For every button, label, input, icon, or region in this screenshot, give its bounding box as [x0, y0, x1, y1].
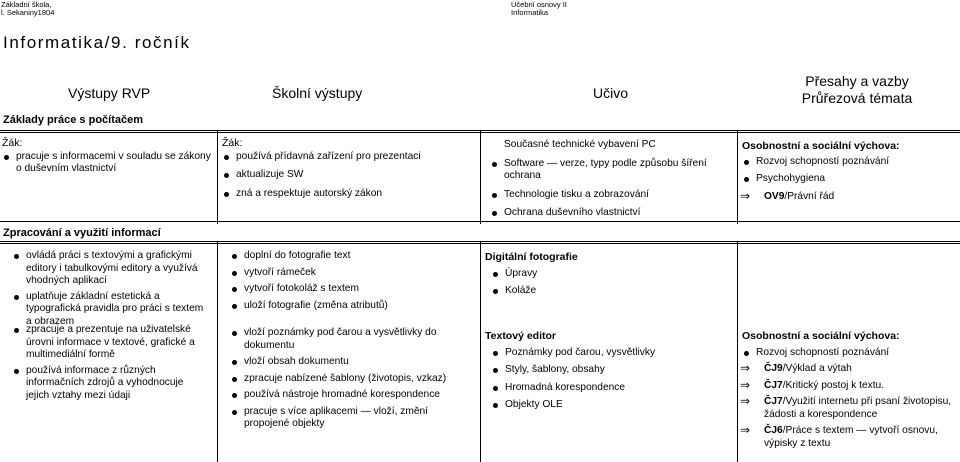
list-item: Rozvoj schopností poznávání — [742, 347, 957, 360]
subject-topic: /Výklad a výtah — [782, 363, 852, 374]
column-divider — [480, 130, 481, 224]
list-item: používá přídavná zařízení pro prezentaci — [222, 151, 477, 164]
list-item: Technologie tisku a zobrazování — [490, 189, 710, 202]
subject-code: OV9 — [764, 190, 785, 202]
col-header-rvp: Výstupy RVP — [68, 85, 151, 101]
list-item: zpracuje nabízené šablony (životopis, vzkaz) — [230, 373, 475, 386]
list-item: pracuje s více aplikacemi — vloží, změní propojené objekty — [230, 406, 475, 431]
subject-code: ČJ7 — [764, 396, 783, 407]
list-item-crossref — [742, 396, 957, 421]
list-item: Koláže — [491, 285, 730, 298]
list-item: Ochrana duševního vlastnictví — [490, 207, 710, 220]
list-item: uplatňuje základní estetická a typografická pravidla pro práci s textem a obrazem — [12, 291, 208, 329]
subject-code: ČJ7 — [764, 379, 783, 391]
subject-code: ČJ9 — [764, 363, 783, 374]
row3-curriculum — [485, 330, 730, 412]
header-right — [511, 1, 567, 17]
col-header-curriculum: Učivo — [593, 85, 629, 101]
row3-school-outputs — [230, 327, 475, 431]
list-item: používá nástroje hromadné korespondence — [230, 389, 475, 402]
list-item: používá informace z různých informačních zdrojů a vyhodnocuje jejich vztahy mezi údaji — [12, 365, 208, 403]
list-item: Rozvoj schopností poznávání — [742, 156, 957, 169]
subject-topic: /Kritický postoj k textu. — [782, 379, 885, 391]
list-item: zná a respektuje autorský zákon — [222, 188, 477, 201]
column-divider — [217, 130, 218, 224]
column-divider — [480, 241, 481, 462]
list-item: zpracuje a prezentuje na uživatelské úrovni informace v textové, grafické a multimediální formě — [12, 324, 208, 362]
row3-crossref — [742, 330, 957, 450]
column-divider — [737, 241, 738, 462]
header-left — [1, 1, 54, 17]
list-item: Poznámky pod čarou, vysvětlivky — [491, 347, 730, 360]
list-item: vloží obsah dokumentu — [230, 356, 475, 369]
list-item: doplní do fotografie text — [230, 250, 475, 263]
row2-curriculum — [485, 251, 730, 298]
header-doc: Učební osnovy II — [511, 0, 567, 9]
list-item: ovládá práci s textovými a grafickými editory i tabulkovými editory a využívá vhodných aplikací — [12, 250, 208, 288]
list-item: Hromadná korespondence — [491, 382, 730, 395]
list-item: uloží fotografie (změna atributů) — [230, 300, 475, 313]
row1-sv-label: Žák: — [222, 137, 243, 149]
list-item: vytvoří rámeček — [230, 267, 475, 280]
row1-rvp-label: Žák: — [2, 137, 23, 149]
subject-topic: /Využití internetu při psaní životopisu, žádosti a korespondence — [764, 396, 952, 420]
header-address: l. Sekaniny1804 — [1, 8, 55, 17]
divider — [0, 221, 960, 222]
column-divider — [737, 130, 738, 224]
col-header-crossref-line2: Průřezová témata — [801, 90, 913, 106]
list-item: aktualizuje SW — [222, 169, 477, 182]
list-item: pracuje s informacemi v souladu se zákony o duševním vlastnictví — [2, 151, 214, 176]
row1-crossref — [742, 140, 957, 203]
row3-uc-label: Textový editor — [485, 330, 556, 342]
row1-pt-label: Osobnostní a sociální výchova: — [742, 140, 900, 152]
col-header-crossref-line1: Přesahy a vazby — [805, 73, 909, 89]
row1-curriculum — [490, 139, 710, 220]
section-title-processing: Zpracování a využití informací — [3, 227, 161, 239]
list-item: vloží poznámky pod čarou a vysvětlivky do dokumentu — [230, 327, 475, 352]
list-item: vytvoří fotokoláž s textem — [230, 283, 475, 296]
col-header-school-outputs: Školní výstupy — [272, 85, 363, 101]
subject-code: ČJ6 — [764, 425, 783, 436]
list-item-crossref — [742, 425, 957, 450]
list-item-crossref — [742, 191, 957, 204]
row1-rvp — [2, 137, 214, 176]
page-title: Informatika/9. ročník — [3, 33, 191, 52]
section-title-basics: Základy práce s počítačem — [3, 114, 144, 126]
list-item: Styly, šablony, obsahy — [491, 364, 730, 377]
row1-school-outputs — [222, 137, 477, 200]
header-subject: Informatika — [511, 8, 549, 17]
list-item: Psychohygiena — [742, 173, 957, 186]
list-item-crossref — [742, 380, 957, 393]
row2-uc-label: Digitální fotografie — [485, 251, 578, 263]
row2-rvp — [12, 250, 208, 328]
list-item: Software — verze, typy podle způsobu šíření ochrana — [490, 158, 710, 183]
list-item-crossref — [742, 363, 957, 376]
list-item: Úpravy — [491, 268, 730, 281]
column-divider — [217, 241, 218, 462]
header-school: Základní škola, — [1, 0, 52, 9]
row3-pt-label: Osobnostní a sociální výchova: — [742, 330, 900, 342]
row3-rvp — [12, 324, 208, 402]
list-item: Objekty OLE — [491, 399, 730, 412]
row2-school-outputs — [230, 250, 475, 312]
subject-topic: /Práce s textem — vytvoří osnovu, výpisky z textu — [764, 425, 938, 449]
col-header-crossref — [772, 73, 942, 107]
list-item: Současné technické vybavení PC — [504, 139, 656, 150]
subject-topic: /Právní řád — [784, 190, 835, 202]
